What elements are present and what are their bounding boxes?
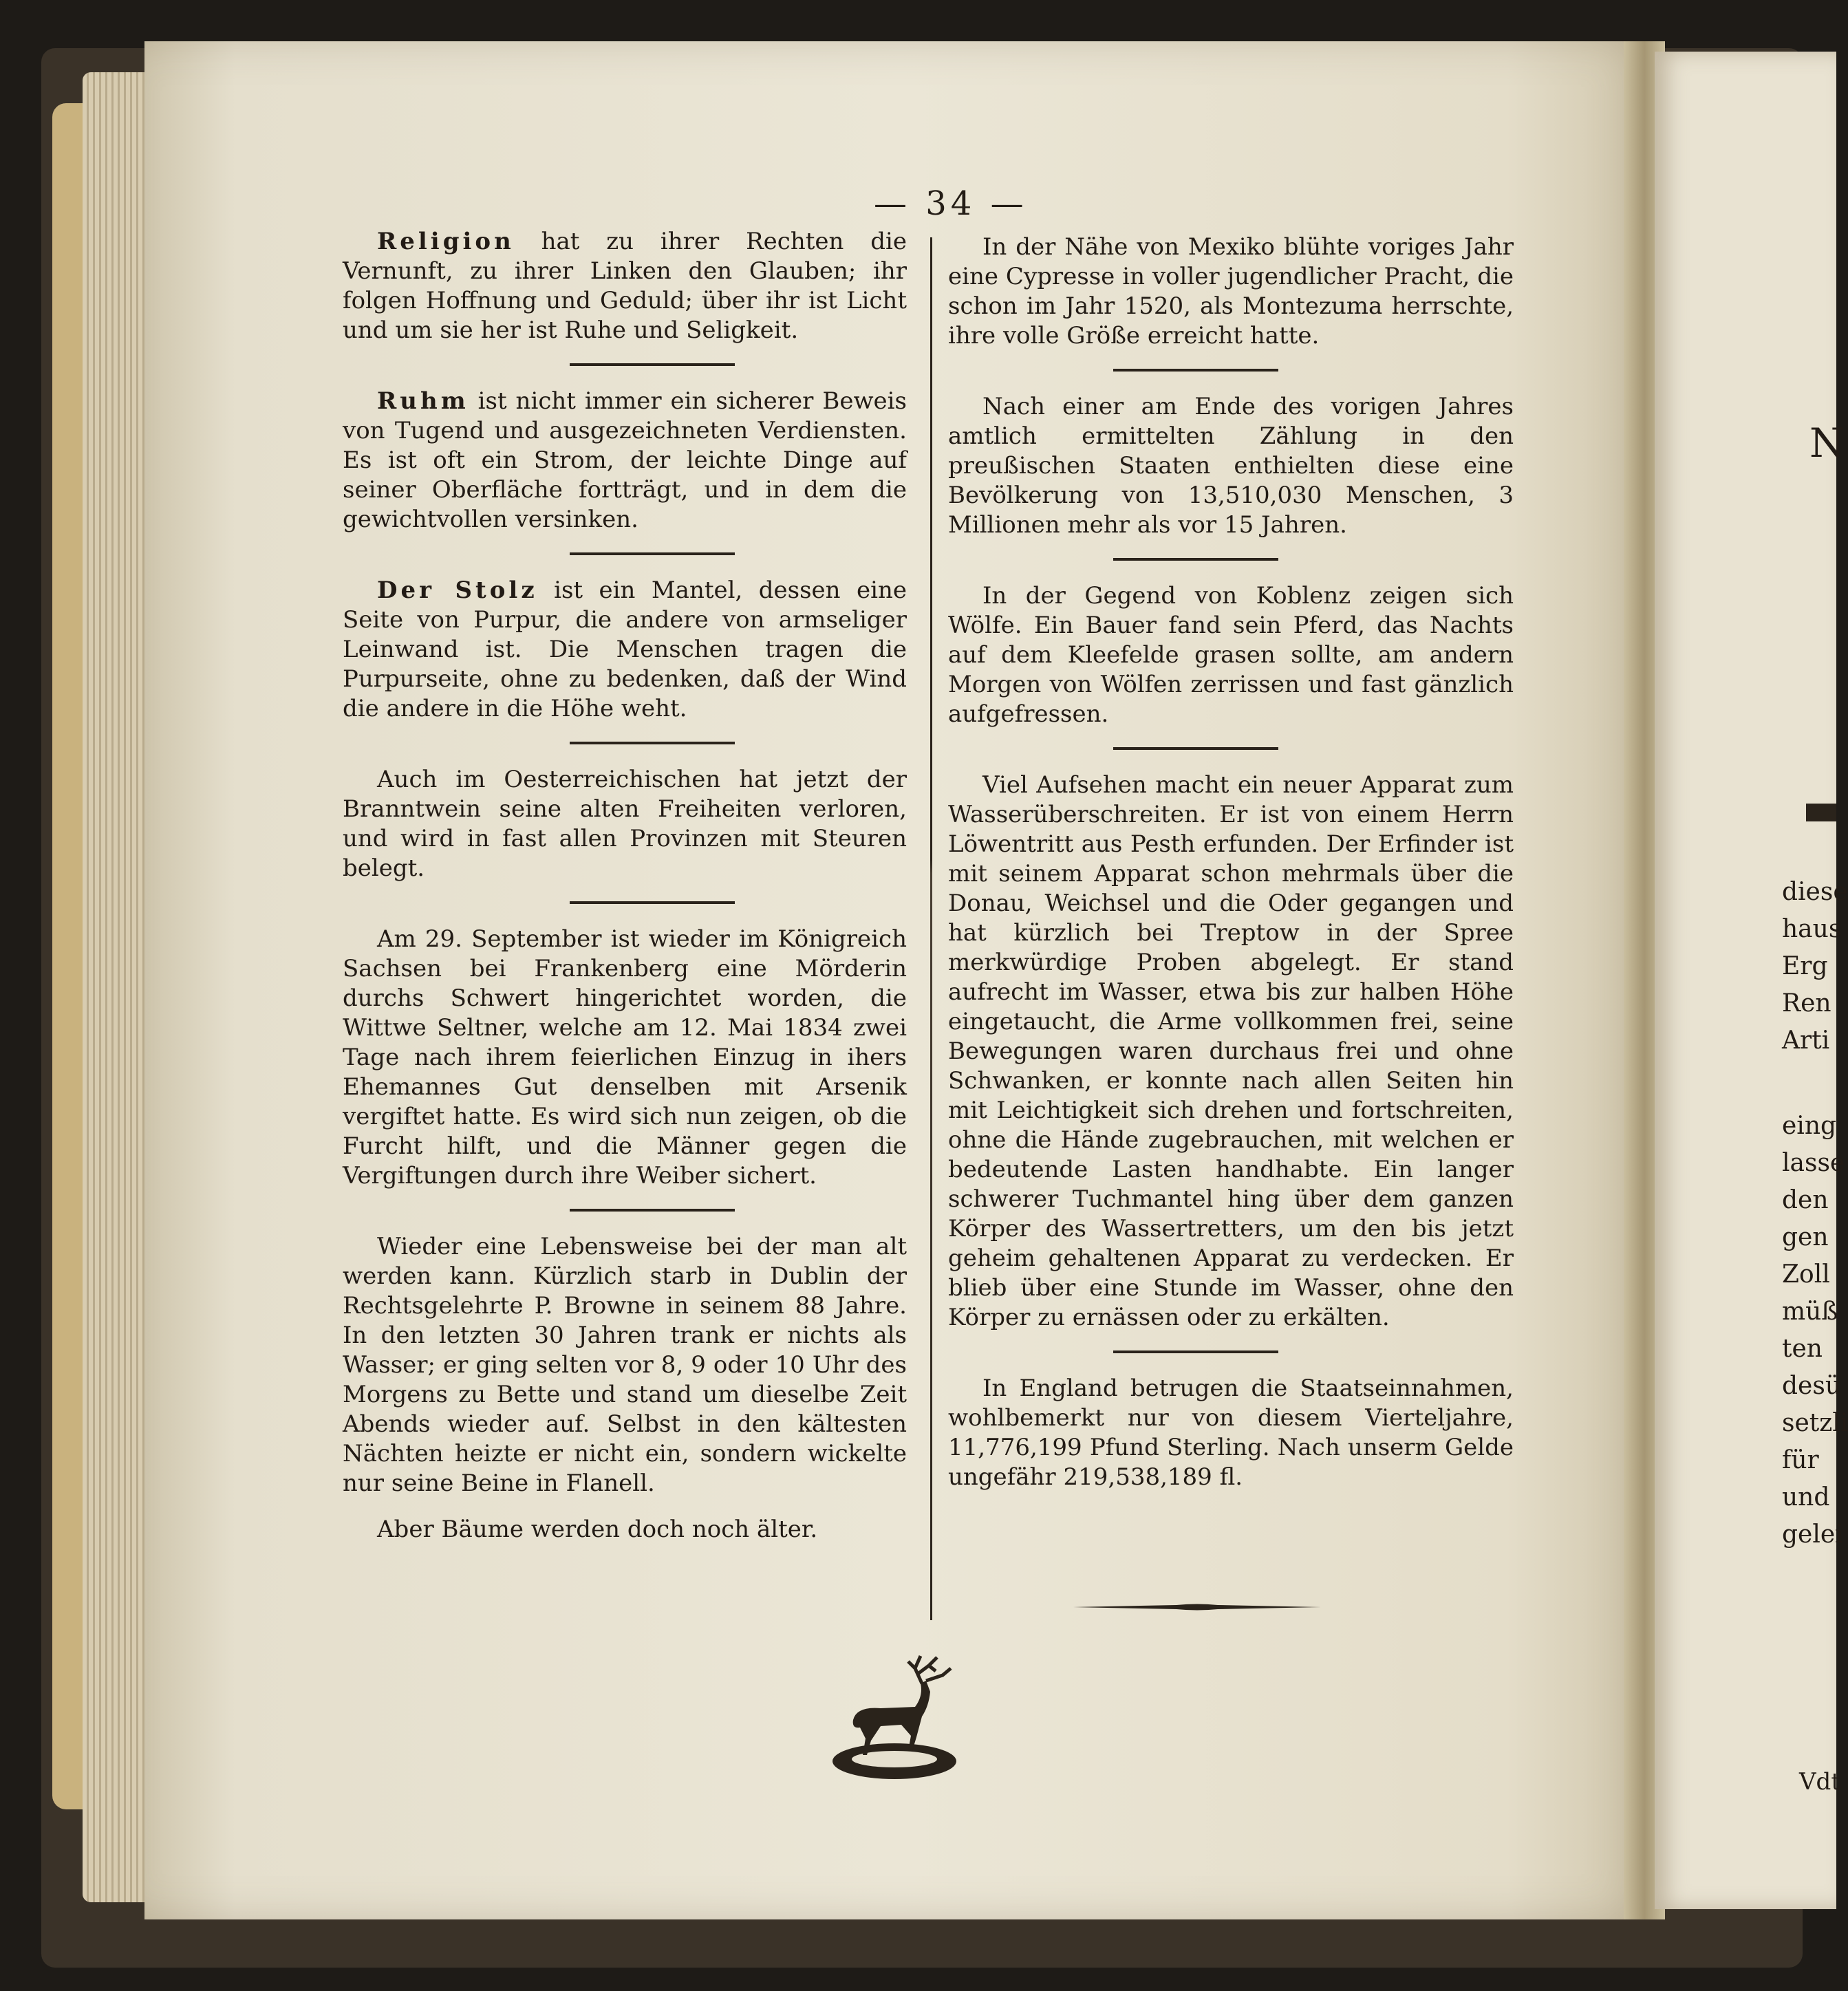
article-branntwein: Auch im Oesterreichischen hat jetzt der Branntwein seine alten Freiheiten verloren, und wird in fast allen Provinzen mit Steuren belegt. — [343, 766, 907, 882]
end-ornament — [1073, 1603, 1321, 1611]
article-religion: Religion hat zu ihrer Rechten die Vernunft, zu ihrer Linken den Glauben; ihr folgen Hoffnung und Geduld; über ihr ist Licht und um sie her ist Ruhe und Seligkeit. — [343, 228, 907, 344]
next-page-text-bottom: eing lasse den gen Zoll müß ten desü setzli für und gelei — [1782, 1112, 1848, 1549]
column-rule — [930, 237, 932, 1620]
separator — [1113, 369, 1278, 372]
separator — [570, 363, 735, 366]
article-hinrichtung: Am 29. September ist wieder im Königreich Sachsen bei Frankenberg eine Mörderin durchs Schwert hingerichtet worden, die Wittwe Seltner, welche am 12. Mai 1834 zwei Tage nach ihrem feierlichen Einzug in ihers Ehemannes Gut denselben mit Arsenik vergiftet hatte. Es wird sich nun zeigen, ob die Furcht hilft, und die Männer gegen die Vergiftungen durch ihre Weiber sichert. — [343, 925, 907, 1190]
article-england: In England betrugen die Staatseinnahmen, wohlbemerkt nur von diesem Vierteljahre, 11,776,199 Pfund Sterling. Nach unserm Gelde ungefähr 219,538,189 fl. — [948, 1375, 1514, 1491]
separator — [570, 1209, 735, 1212]
article-apparat: Viel Aufsehen macht ein neuer Apparat zum Wasserüberschreiten. Er ist von einem Herrn Löwentritt aus Pesth erfunden. Der Erfinder ist mit seinem Apparat schon mehrmals über die Donau, Weichsel und die Oder gegangen und hat kürzlich bei Treptow in der Spree merkwürdige Proben abgelegt. Er stand aufrecht im Wasser, etwa bis zur halben Höhe eingetaucht, die Arme vollkommen frei, seine Bewegungen waren durchaus frei und ohne Schwanken, er konnte nach allen Seiten hin mit Leichtigkeit sich drehen und fortschreiten, ohne die Hände zugebrauchen, mit welchen er bedeutende Lasten handhabte. Ein langer schwerer Tuchmantel hing über dem ganzen Körper des Wassertretters, um den bis jetzt geheim gehaltenen Apparat zu verdecken. Er blieb über eine Stunde im Wasser, ohne den Körper zu ernässen oder zu erkälten. — [948, 771, 1514, 1331]
right-column — [948, 233, 1514, 1492]
article-ruhm: Ruhm ist nicht immer ein sicherer Beweis von Tugend und ausgezeichneten Verdiensten. Es ist oft ein Strom, der leichte Dinge auf seiner Oberfläche fortträgt, und in dem die gewichtvollen versinken. — [343, 387, 907, 533]
separator — [570, 742, 735, 744]
article-stolz: Der Stolz ist ein Mantel, dessen eine Seite von Purpur, die andere von armseliger Leinwand ist. Die Menschen tragen die Purpurseite, ohne zu bedenken, daß der Wind die andere in die Höhe weht. — [343, 577, 907, 722]
separator — [1113, 1350, 1278, 1353]
separator — [1113, 747, 1278, 750]
article-koblenz: In der Gegend von Koblenz zeigen sich Wölfe. Ein Bauer fand sein Pferd, das Nachts auf dem Kleefelde grasen sollte, am andern Morgen von Wölfen zerrissen und fast gänzlich aufgefressen. — [948, 582, 1514, 728]
article-mexiko: In der Nähe von Mexiko blühte voriges Jahr eine Cypresse in voller jugendlicher Pracht, die schon im Jahr 1520, als Montezuma herrschte, ihre volle Größe erreicht hatte. — [948, 233, 1514, 349]
left-column — [343, 227, 907, 1545]
next-page-rule — [1806, 804, 1836, 821]
next-page-letter: N — [1809, 420, 1845, 466]
next-page-footer: Vdt — [1799, 1768, 1840, 1796]
stag-vignette-icon — [826, 1641, 963, 1785]
next-page-text-top: diese haus Erg Ren Arti — [1782, 878, 1848, 1055]
separator — [570, 901, 735, 904]
separator — [570, 552, 735, 555]
separator — [1113, 558, 1278, 561]
article-baeume: Aber Bäume werden doch noch älter. — [377, 1516, 818, 1543]
article-lebensweise: Wieder eine Lebensweise bei der man alt werden kann. Kürzlich starb in Dublin der Rechtsgelehrte P. Browne in seinem 88 Jahre. In den letzten 30 Jahren trank er nichts als Wasser; er ging selten vor 8, 9 oder 10 Uhr des Morgens zu Bette und stand um dieselbe Zeit Abends wieder auf. Selbst in den kältesten Nächten heizte er nicht ein, sondern wickelte nur seine Beine in Flanell. — [343, 1233, 907, 1497]
article-preussen: Nach einer am Ende des vorigen Jahres amtlich ermittelten Zählung in den preußischen Staaten enthielten diese eine Bevölkerung von 13,510,030 Menschen, 3 Millionen mehr als vor 15 Jahren. — [948, 393, 1514, 539]
page-number: — 34 — — [874, 184, 1028, 223]
